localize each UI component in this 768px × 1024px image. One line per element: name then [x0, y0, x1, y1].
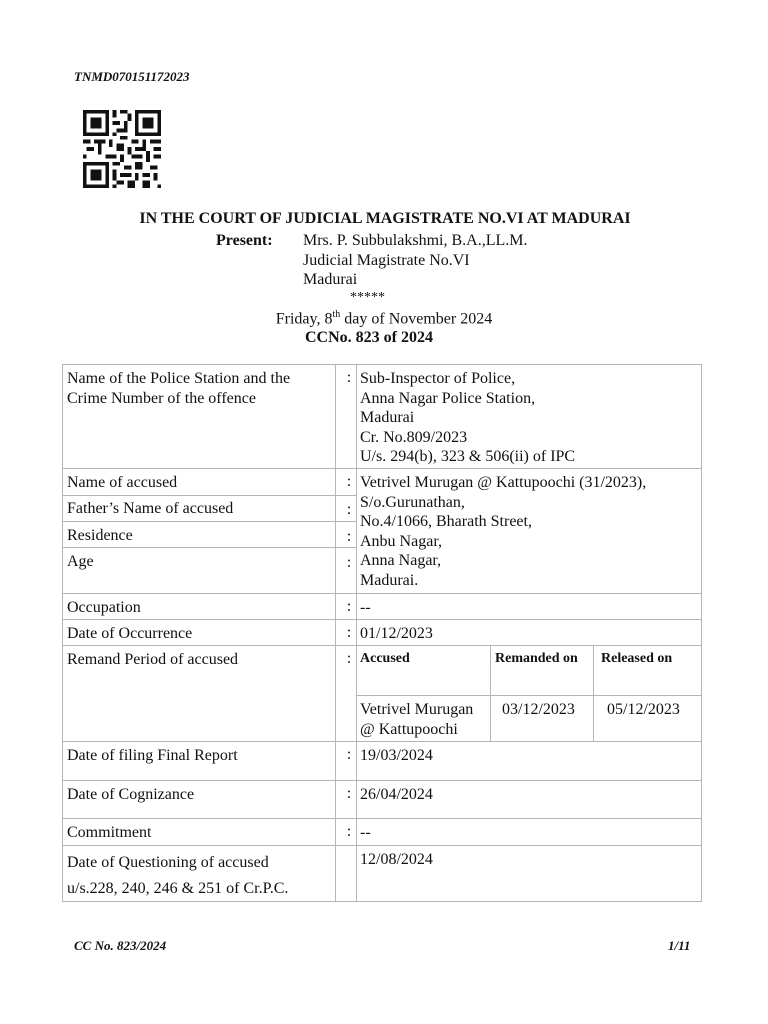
police-station-value: Sub-Inspector of Police, Anna Nagar Police Station, Madurai Cr. No.809/2023 U/s. 294(b), 323 & 506(ii) of IPC: [360, 370, 576, 465]
remand-header-remanded: Remanded on: [495, 651, 578, 666]
qr-code-icon: [80, 110, 164, 188]
document-header: [0, 210, 768, 346]
footer-page-number: 1/11: [668, 938, 691, 953]
colon: :: [346, 823, 352, 840]
occurrence-date-label: Date of Occurrence: [67, 625, 193, 642]
colon: :: [346, 501, 352, 518]
footer-case-reference: CC No. 823/2024: [74, 938, 167, 953]
remanded-on-date: 03/12/2023: [502, 701, 575, 718]
final-report-label: Date of filing Final Report: [67, 747, 238, 764]
questioning-value: 12/08/2024: [360, 851, 433, 868]
questioning-label: Date of Questioning of accused u/s.228, 240, 246 & 251 of Cr.P.C.: [67, 854, 289, 897]
commitment-label: Commitment: [67, 824, 152, 841]
occurrence-date-value: 01/12/2023: [360, 625, 433, 642]
case-number: CCNo. 823 of 2024: [305, 329, 433, 346]
police-station-label: Name of the Police Station and the Crime Number of the offence: [67, 370, 291, 407]
final-report-value: 19/03/2024: [360, 747, 433, 764]
colon: :: [346, 554, 352, 571]
colon: :: [346, 624, 352, 641]
occupation-label: Occupation: [67, 599, 141, 616]
father-name-label: Father’s Name of accused: [67, 500, 234, 517]
commitment-value: --: [360, 824, 371, 841]
accused-label: Name of accused: [67, 474, 178, 491]
remand-period-label: Remand Period of accused: [67, 651, 239, 668]
colon: :: [346, 473, 352, 490]
colon: :: [346, 528, 352, 545]
document-id: TNMD070151172023: [74, 69, 190, 84]
colon: :: [346, 650, 352, 667]
released-on-date: 05/12/2023: [607, 701, 680, 718]
residence-label: Residence: [67, 527, 133, 544]
judgment-date: Friday, 8th day of November 2024: [275, 309, 493, 328]
cognizance-value: 26/04/2024: [360, 786, 433, 803]
colon: :: [346, 746, 352, 763]
colon: :: [346, 785, 352, 802]
remand-accused-name: Vetrivel Murugan @ Kattupoochi: [360, 701, 474, 738]
accused-details-value: Vetrivel Murugan @ Kattupoochi (31/2023), S/o.Gurunathan, No.4/1066, Bharath Street, Anbu Nagar, Anna Nagar, Madurai.: [360, 474, 647, 589]
case-details-table: [62, 364, 702, 902]
age-label: Age: [67, 553, 94, 570]
present-label: Present:: [216, 232, 273, 249]
court-title: IN THE COURT OF JUDICIAL MAGISTRATE NO.VI AT MADURAI: [139, 210, 631, 227]
cognizance-label: Date of Cognizance: [67, 786, 195, 803]
remand-header-accused: Accused: [360, 651, 410, 666]
separator-stars: *****: [350, 290, 385, 305]
occupation-value: --: [360, 599, 371, 616]
magistrate-name: Mrs. P. Subbulakshmi, B.A.,LL.M.: [303, 232, 528, 249]
colon: :: [346, 598, 352, 615]
remand-header-released: Released on: [601, 651, 673, 666]
colon: :: [346, 369, 352, 386]
magistrate-location: Madurai: [303, 271, 358, 288]
magistrate-designation: Judicial Magistrate No.VI: [303, 251, 470, 269]
